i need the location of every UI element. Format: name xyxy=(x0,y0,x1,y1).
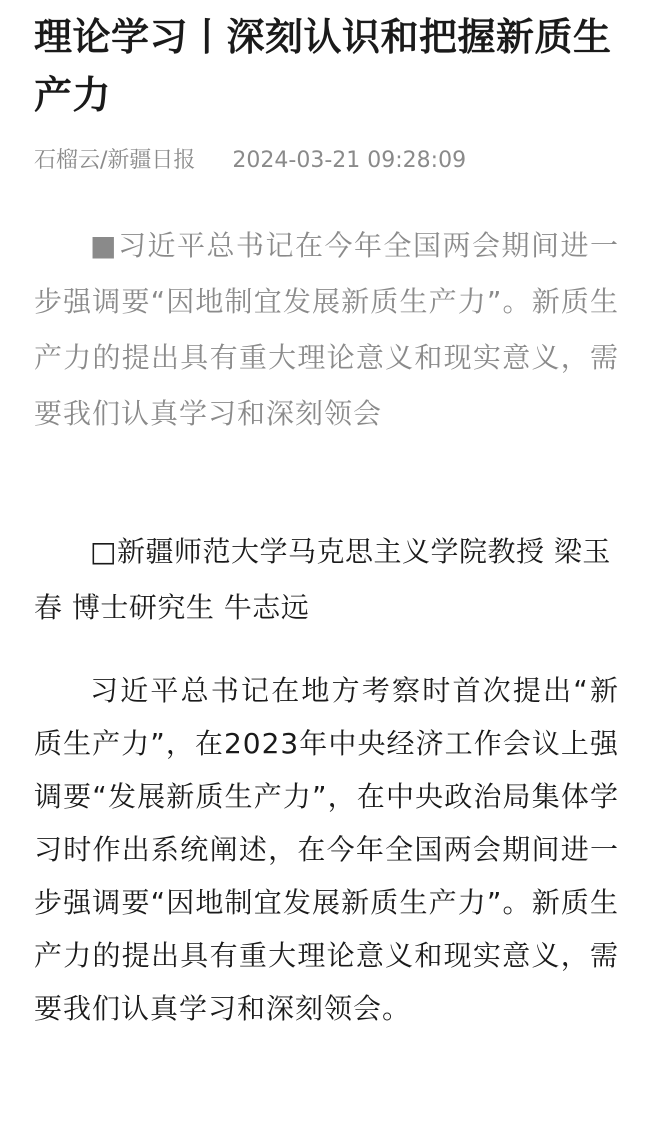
article xyxy=(34,0,619,1063)
article-lead: ■习近平总书记在今年全国两会期间进一步强调要“因地制宜发展新质生产力”。新质生产力的提出具有重大理论意义和现实意义，需要我们认真学习和深刻领会 xyxy=(34,229,619,430)
article-source[interactable]: 石榴云/新疆日报 xyxy=(34,148,196,173)
article-title: 理论学习丨深刻认识和把握新质生产力 xyxy=(34,15,612,117)
article-date: 2024-03-21 09:28:09 xyxy=(232,148,467,173)
article-paragraph: 习近平总书记在地方考察时首次提出“新质生产力”，在2023年中央经济工作会议上强调要“发展新质生产力”，在中央政治局集体学习时作出系统阐述，在今年全国两会期间进一步强调要“因地制宜发展新质生产力”。新质生产力的提出具有重大理论意义和现实意义，需要我们认真学习和深刻领会。 xyxy=(34,674,619,1025)
article-meta xyxy=(34,146,619,176)
article-author: □新疆师范大学马克思主义学院教授 梁玉春 博士研究生 牛志远 xyxy=(34,535,611,624)
